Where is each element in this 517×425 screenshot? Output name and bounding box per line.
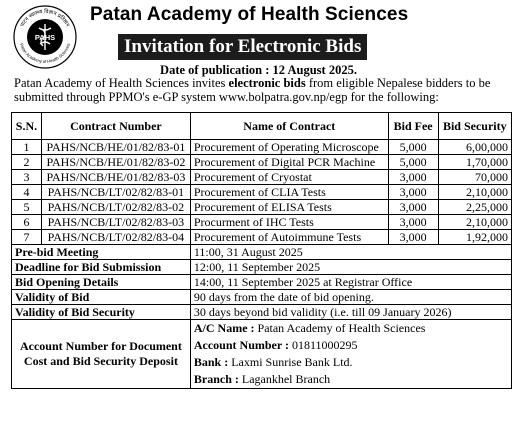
logo-bottom-text: Patan Academy of Health Sciences — [18, 42, 72, 65]
cell-bid-fee: 3,000 — [388, 185, 438, 200]
cell-contract-number: PAHS/NCB/HE/01/82/83-02 — [41, 155, 190, 170]
prebid-value: 11:00, 31 August 2025 — [190, 245, 511, 260]
validity-value: 90 days from the date of bid opening. — [190, 290, 511, 305]
cell-bid-security: 1,92,000 — [438, 230, 511, 245]
security-validity-row — [12, 305, 512, 320]
table-row — [12, 140, 512, 155]
validity-label: Validity of Bid — [12, 290, 191, 305]
header-contract-number: Contract Number — [41, 113, 190, 140]
cell-bid-security: 2,10,000 — [438, 185, 511, 200]
deadline-label: Deadline for Bid Submission — [12, 260, 191, 275]
cell-contract-number: PAHS/NCB/LT/02/82/83-03 — [41, 215, 190, 230]
account-row — [12, 320, 512, 389]
cell-sn: 5 — [12, 200, 42, 215]
cell-bid-security: 70,000 — [438, 170, 511, 185]
cell-contract-number: PAHS/NCB/HE/01/82/83-03 — [41, 170, 190, 185]
cell-sn: 3 — [12, 170, 42, 185]
prebid-label: Pre-bid Meeting — [12, 245, 191, 260]
table-row — [12, 215, 512, 230]
cell-bid-fee: 3,000 — [388, 230, 438, 245]
cell-bid-fee: 3,000 — [388, 215, 438, 230]
security-validity-label: Validity of Bid Security — [12, 305, 191, 320]
cell-bid-fee: 3,000 — [388, 170, 438, 185]
cell-contract-name: Procurement of ELISA Tests — [190, 200, 388, 215]
opening-row — [12, 275, 512, 290]
intro-bold: electronic bids — [228, 76, 306, 90]
bank-value: Laxmi Sunrise Bank Ltd. — [228, 355, 353, 369]
table-row — [12, 155, 512, 170]
bids-table — [11, 112, 512, 389]
opening-label: Bid Opening Details — [12, 275, 191, 290]
bank-line — [194, 354, 508, 371]
logo-letters: PAHS — [34, 33, 56, 42]
intro-part2: from eligible Nepalese bidders to be submitted through PPMO's e-GP system www.bolpatra.gov.np/egp for the following: — [14, 76, 491, 104]
table-row — [12, 170, 512, 185]
cell-bid-security: 2,10,000 — [438, 215, 511, 230]
bank-label: Bank : — [193, 355, 229, 369]
cell-contract-number: PAHS/NCB/LT/02/82/83-04 — [41, 230, 190, 245]
cell-sn: 7 — [12, 230, 42, 245]
table-row — [12, 230, 512, 245]
cell-contract-number: PAHS/NCB/LT/02/82/83-02 — [41, 200, 190, 215]
ac-name-value: Patan Academy of Health Sciences — [254, 321, 426, 335]
table-header-row — [12, 113, 512, 140]
cell-sn: 1 — [12, 140, 42, 155]
account-details — [190, 320, 511, 389]
ac-number-value: 01811000295 — [288, 338, 358, 352]
header-contract-name: Name of Contract — [190, 113, 388, 140]
ac-number-line — [194, 337, 508, 354]
account-label: Account Number for Document Cost and Bid Security Deposit — [12, 320, 191, 389]
cell-contract-name: Procurement of Digital PCR Machine — [190, 155, 388, 170]
branch-label: Branch : — [193, 372, 239, 386]
cell-contract-name: Procurement of CLIA Tests — [190, 185, 388, 200]
branch-line — [194, 371, 508, 388]
branch-value: Lagankhel Branch — [238, 372, 331, 386]
cell-bid-fee: 3,000 — [388, 200, 438, 215]
header-bid-security: Bid Security — [438, 113, 511, 140]
ac-name-label: A/C Name : — [193, 321, 255, 335]
cell-bid-fee: 5,000 — [388, 140, 438, 155]
cell-contract-number: PAHS/NCB/LT/02/82/83-01 — [41, 185, 190, 200]
security-validity-value: 30 days beyond bid validity (i.e. till 09 January 2026) — [190, 305, 511, 320]
cell-contract-name: Procurement of Cryostat — [190, 170, 388, 185]
pahs-logo — [12, 4, 78, 70]
opening-value: 14:00, 11 September 2025 at Registrar Office — [190, 275, 511, 290]
logo-top-text: पाटन स्वास्थ्य विज्ञान प्रतिष्ठान — [19, 8, 71, 28]
validity-row — [12, 290, 512, 305]
cell-sn: 6 — [12, 215, 42, 230]
deadline-value: 12:00, 11 September 2025 — [190, 260, 511, 275]
org-name: Patan Academy of Health Sciences — [90, 4, 409, 25]
page-title: Invitation for Electronic Bids — [118, 34, 367, 60]
table-row — [12, 200, 512, 215]
cell-bid-fee: 5,000 — [388, 155, 438, 170]
header-sn: S.N. — [12, 113, 42, 140]
cell-contract-name: Procurement of Operating Microscope — [190, 140, 388, 155]
intro-paragraph — [14, 77, 514, 104]
cell-sn: 4 — [12, 185, 42, 200]
cell-bid-security: 1,70,000 — [438, 155, 511, 170]
cell-contract-number: PAHS/NCB/HE/01/82/83-01 — [41, 140, 190, 155]
prebid-row — [12, 245, 512, 260]
cell-bid-security: 6,00,000 — [438, 140, 511, 155]
cell-contract-name: Procurement of Autoimmune Tests — [190, 230, 388, 245]
header-bid-fee: Bid Fee — [388, 113, 438, 140]
table-row — [12, 185, 512, 200]
cell-contract-name: Procurment of IHC Tests — [190, 215, 388, 230]
ac-number-label: Account Number : — [193, 338, 289, 352]
intro-part1: Patan Academy of Health Sciences invites — [14, 76, 229, 90]
publication-date: Date of publication : 12 August 2025. — [160, 63, 357, 77]
cell-sn: 2 — [12, 155, 42, 170]
ac-name-line — [194, 320, 508, 337]
cell-bid-security: 2,25,000 — [438, 200, 511, 215]
deadline-row — [12, 260, 512, 275]
